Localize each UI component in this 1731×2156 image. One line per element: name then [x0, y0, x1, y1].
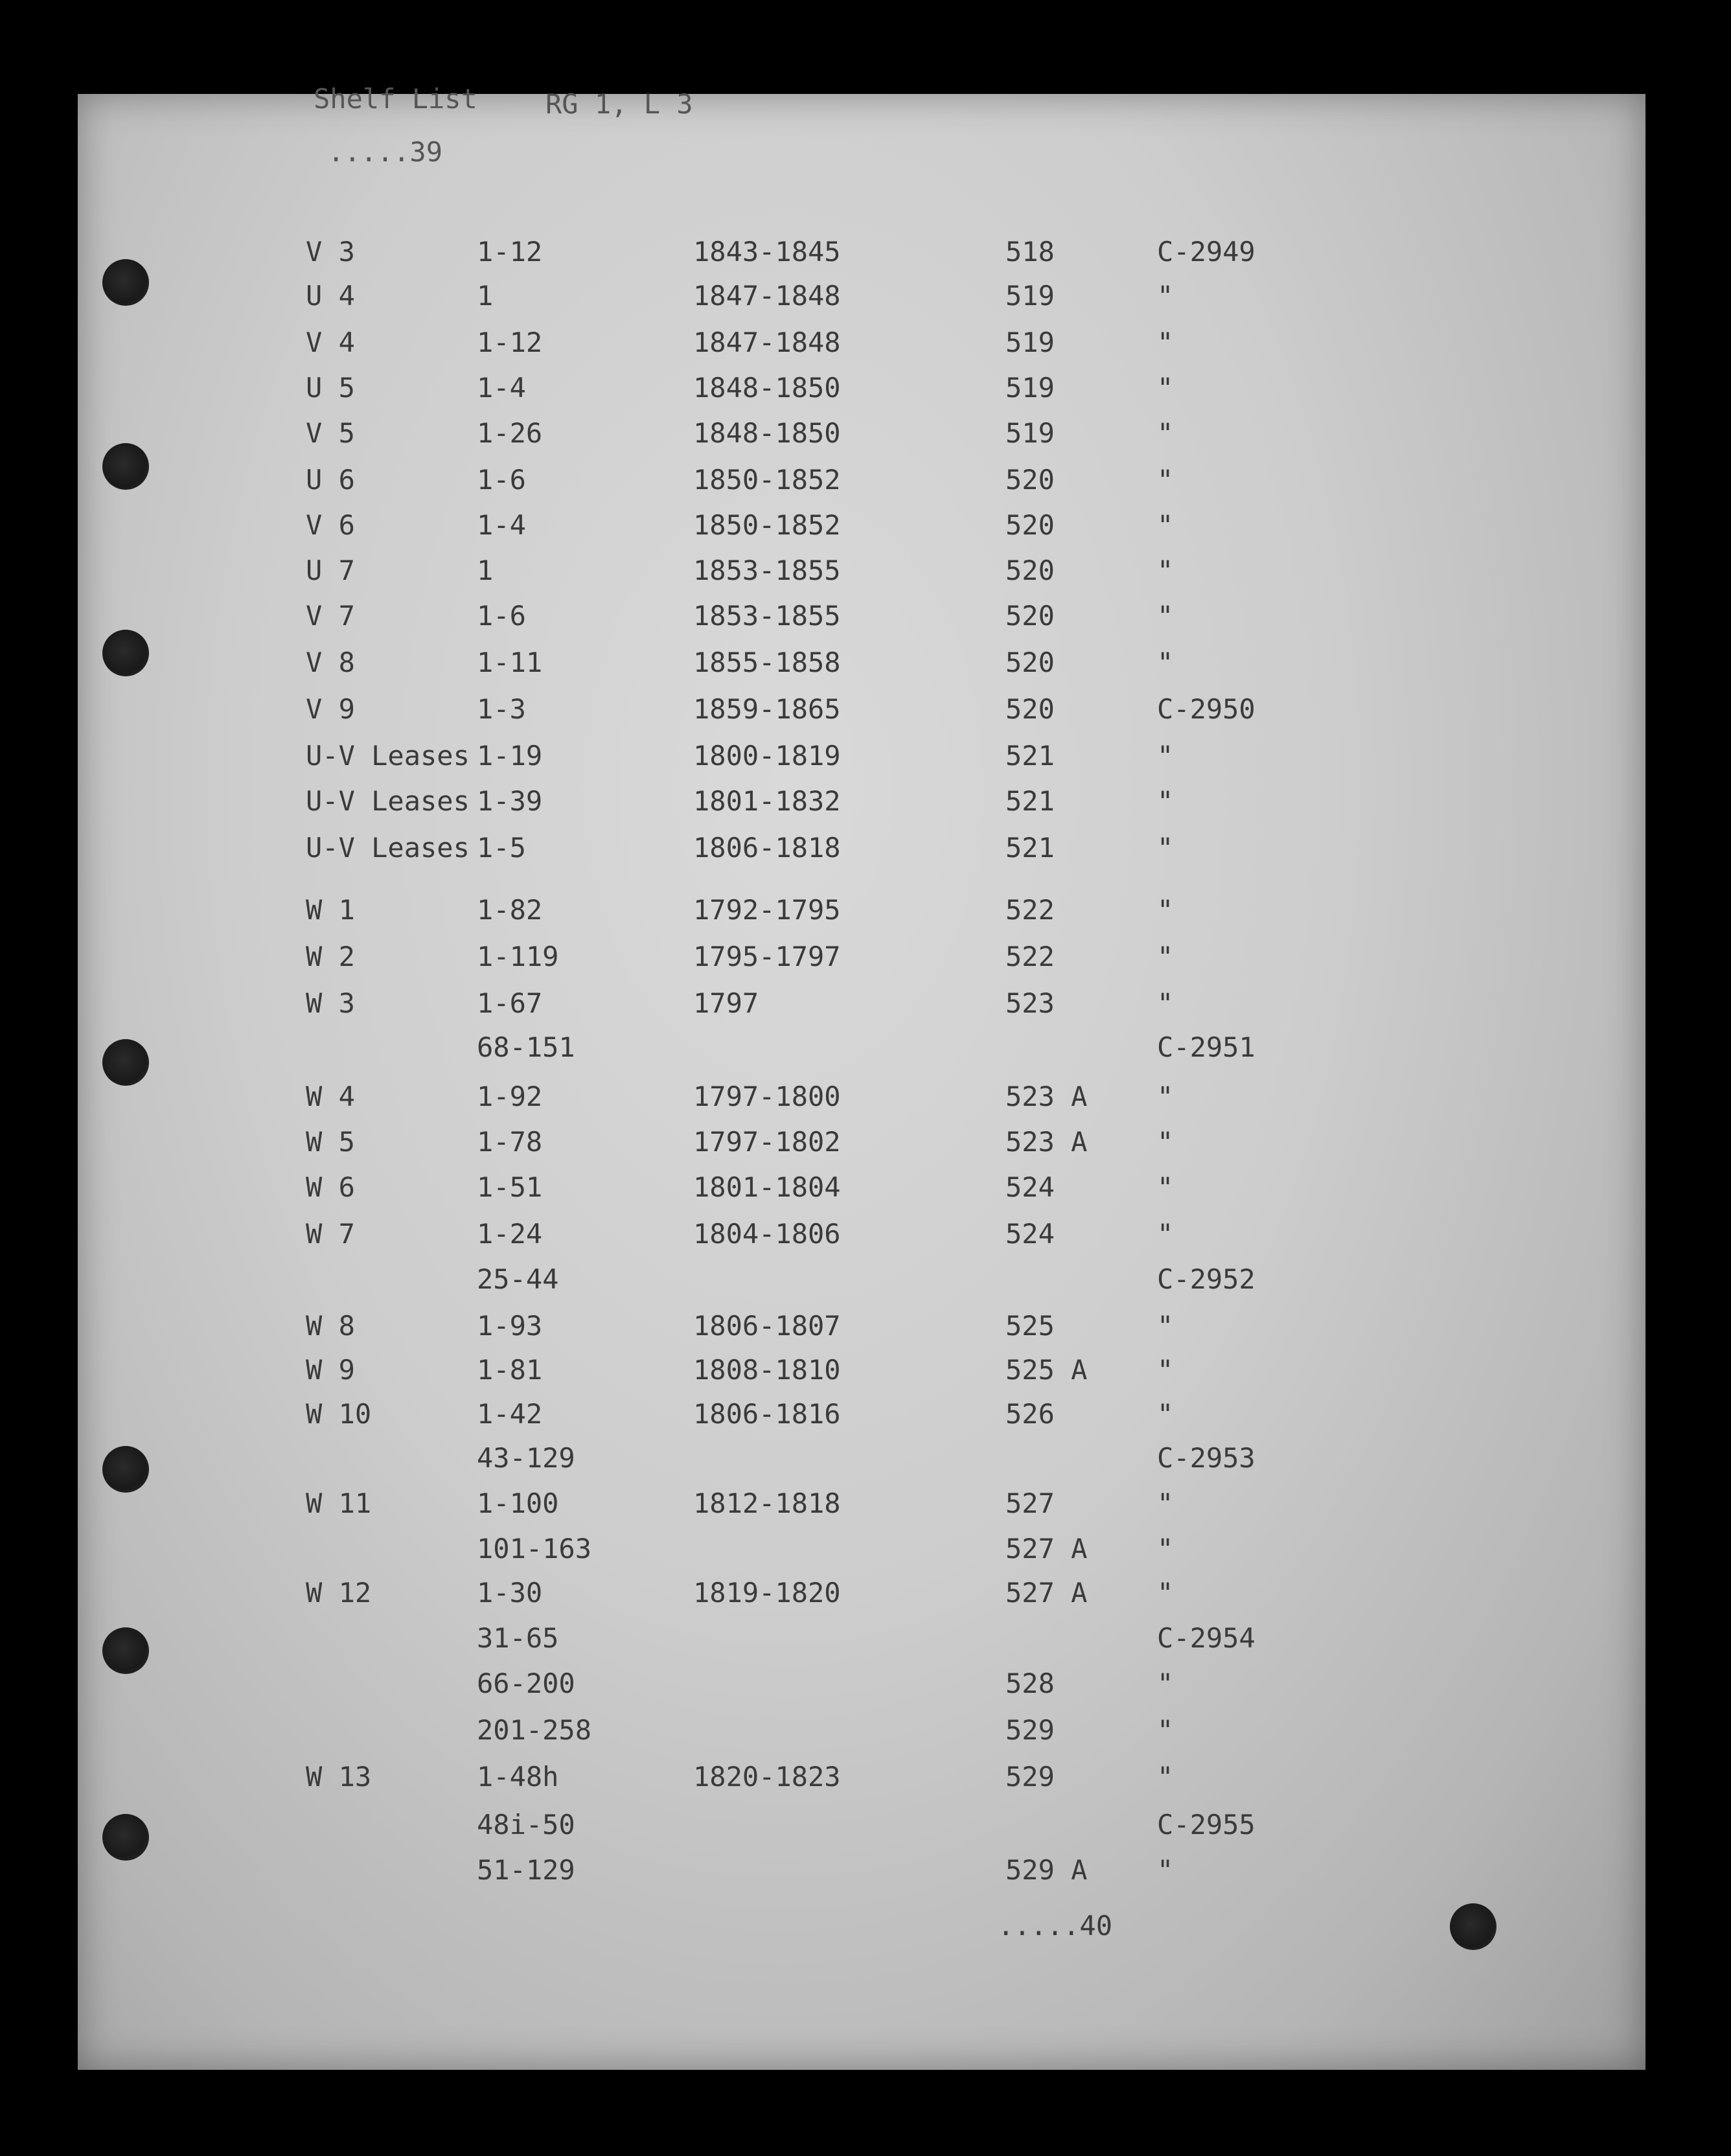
row-reel: ": [1157, 785, 1174, 817]
row-reel: ": [1157, 555, 1174, 586]
row-reel: ": [1157, 1714, 1174, 1746]
row-dates: 1859-1865: [693, 693, 841, 725]
punch-hole: [102, 443, 149, 490]
row-items: 1-11: [477, 647, 543, 678]
row-box: 520: [1005, 509, 1055, 541]
row-items: 1-78: [477, 1126, 543, 1158]
row-series: U-V Leases: [306, 832, 470, 864]
row-items: 1-93: [477, 1310, 543, 1342]
row-series: W 11: [306, 1487, 372, 1519]
row-items: 101-163: [477, 1533, 592, 1565]
row-items: 43-129: [477, 1442, 575, 1474]
row-reel: ": [1157, 1310, 1174, 1342]
row-box: 523: [1005, 987, 1055, 1019]
punch-hole: [102, 630, 149, 676]
row-reel: C-2952: [1157, 1263, 1255, 1295]
row-items: 31-65: [477, 1622, 559, 1654]
punch-hole: [102, 1627, 149, 1674]
row-reel: ": [1157, 1761, 1174, 1793]
row-box: 521: [1005, 740, 1055, 772]
row-dates: 1819-1820: [693, 1577, 841, 1609]
row-dates: 1853-1855: [693, 555, 841, 586]
row-dates: 1797: [693, 987, 759, 1019]
row-box: 529 A: [1005, 1854, 1088, 1886]
row-box: 524: [1005, 1171, 1055, 1203]
row-series: W 6: [306, 1171, 355, 1203]
row-items: 1-24: [477, 1218, 543, 1250]
row-box: 529: [1005, 1714, 1055, 1746]
row-reel: C-2953: [1157, 1442, 1255, 1474]
row-dates: 1792-1795: [693, 894, 841, 926]
row-reel: C-2950: [1157, 693, 1255, 725]
row-dates: 1847-1848: [693, 327, 841, 358]
row-series: W 2: [306, 941, 355, 972]
row-items: 1-39: [477, 785, 543, 817]
row-dates: 1801-1832: [693, 785, 841, 817]
row-reel: ": [1157, 1126, 1174, 1158]
row-items: 1-5: [477, 832, 526, 864]
row-box: 524: [1005, 1218, 1055, 1250]
row-items: 1: [477, 555, 494, 586]
row-items: 1-42: [477, 1398, 543, 1430]
row-items: 48i-50: [477, 1809, 575, 1841]
row-items: 1-6: [477, 464, 526, 496]
row-reel: ": [1157, 372, 1174, 404]
row-reel: ": [1157, 1171, 1174, 1203]
row-reel: ": [1157, 509, 1174, 541]
header-continuation: .....39: [328, 136, 443, 168]
row-series: U 5: [306, 372, 355, 404]
row-series: V 6: [306, 509, 355, 541]
row-items: 201-258: [477, 1714, 592, 1746]
row-items: 1-4: [477, 509, 526, 541]
row-reel: ": [1157, 327, 1174, 358]
row-items: 66-200: [477, 1668, 575, 1699]
row-box: 520: [1005, 693, 1055, 725]
row-box: 526: [1005, 1398, 1055, 1430]
row-dates: 1850-1852: [693, 509, 841, 541]
row-series: W 1: [306, 894, 355, 926]
row-items: 1-6: [477, 600, 526, 632]
row-reel: ": [1157, 1218, 1174, 1250]
row-dates: 1806-1816: [693, 1398, 841, 1430]
punch-hole: [102, 1039, 149, 1086]
row-dates: 1800-1819: [693, 740, 841, 772]
row-items: 1-81: [477, 1354, 543, 1386]
row-box: 520: [1005, 647, 1055, 678]
row-dates: 1847-1848: [693, 280, 841, 312]
row-series: W 3: [306, 987, 355, 1019]
row-reel: ": [1157, 417, 1174, 449]
row-reel: ": [1157, 600, 1174, 632]
row-reel: ": [1157, 1487, 1174, 1519]
row-box: 529: [1005, 1761, 1055, 1793]
row-series: V 5: [306, 417, 355, 449]
row-box: 519: [1005, 327, 1055, 358]
row-reel: ": [1157, 1854, 1174, 1886]
row-series: U-V Leases: [306, 785, 470, 817]
row-reel: ": [1157, 464, 1174, 496]
row-dates: 1855-1858: [693, 647, 841, 678]
row-items: 1-92: [477, 1081, 543, 1112]
row-series: U 4: [306, 280, 355, 312]
row-box: 528: [1005, 1668, 1055, 1699]
row-box: 522: [1005, 941, 1055, 972]
row-box: 518: [1005, 236, 1055, 268]
row-box: 520: [1005, 555, 1055, 586]
row-box: 527 A: [1005, 1577, 1088, 1609]
row-reel: ": [1157, 740, 1174, 772]
row-series: U-V Leases: [306, 740, 470, 772]
row-items: 1-100: [477, 1487, 559, 1519]
row-reel: ": [1157, 280, 1174, 312]
row-items: 1-119: [477, 941, 559, 972]
row-dates: 1848-1850: [693, 417, 841, 449]
row-dates: 1853-1855: [693, 600, 841, 632]
punch-hole: [1450, 1903, 1496, 1950]
row-series: U 6: [306, 464, 355, 496]
row-series: V 3: [306, 236, 355, 268]
row-reel: ": [1157, 1577, 1174, 1609]
row-dates: 1812-1818: [693, 1487, 841, 1519]
row-box: 527: [1005, 1487, 1055, 1519]
row-reel: C-2954: [1157, 1622, 1255, 1654]
row-dates: 1797-1800: [693, 1081, 841, 1112]
row-dates: 1850-1852: [693, 464, 841, 496]
row-dates: 1820-1823: [693, 1761, 841, 1793]
row-dates: 1797-1802: [693, 1126, 841, 1158]
row-series: U 7: [306, 555, 355, 586]
row-reel: ": [1157, 1668, 1174, 1699]
row-reel: C-2949: [1157, 236, 1255, 268]
row-dates: 1806-1818: [693, 832, 841, 864]
row-series: V 9: [306, 693, 355, 725]
row-series: W 10: [306, 1398, 372, 1430]
row-series: V 8: [306, 647, 355, 678]
row-items: 68-151: [477, 1031, 575, 1063]
row-reel: ": [1157, 1398, 1174, 1430]
row-series: W 4: [306, 1081, 355, 1112]
row-series: W 9: [306, 1354, 355, 1386]
row-items: 1-67: [477, 987, 543, 1019]
row-series: W 13: [306, 1761, 372, 1793]
punch-hole: [102, 1446, 149, 1493]
row-series: W 12: [306, 1577, 372, 1609]
row-items: 51-129: [477, 1854, 575, 1886]
row-box: 523 A: [1005, 1126, 1088, 1158]
row-reel: ": [1157, 1081, 1174, 1112]
row-dates: 1795-1797: [693, 941, 841, 972]
row-reel: ": [1157, 647, 1174, 678]
row-box: 527 A: [1005, 1533, 1088, 1565]
row-dates: 1808-1810: [693, 1354, 841, 1386]
row-items: 25-44: [477, 1263, 559, 1295]
row-dates: 1806-1807: [693, 1310, 841, 1342]
row-items: 1-82: [477, 894, 543, 926]
row-reel: ": [1157, 832, 1174, 864]
punch-hole: [102, 1814, 149, 1861]
row-box: 525: [1005, 1310, 1055, 1342]
row-box: 519: [1005, 280, 1055, 312]
row-box: 523 A: [1005, 1081, 1088, 1112]
row-reel: ": [1157, 894, 1174, 926]
row-box: 521: [1005, 832, 1055, 864]
row-reel: C-2955: [1157, 1809, 1255, 1841]
row-box: 519: [1005, 417, 1055, 449]
row-series: W 7: [306, 1218, 355, 1250]
row-items: 1-51: [477, 1171, 543, 1203]
header-reference: RG 1, L 3: [545, 88, 693, 120]
row-box: 520: [1005, 464, 1055, 496]
row-dates: 1804-1806: [693, 1218, 841, 1250]
row-box: 525 A: [1005, 1354, 1088, 1386]
row-series: V 7: [306, 600, 355, 632]
row-items: 1-3: [477, 693, 526, 725]
row-items: 1-48h: [477, 1761, 559, 1793]
row-items: 1-12: [477, 327, 543, 358]
header-title: Shelf List: [314, 83, 477, 115]
row-reel: ": [1157, 941, 1174, 972]
row-reel: ": [1157, 1354, 1174, 1386]
row-dates: 1843-1845: [693, 236, 841, 268]
row-reel: ": [1157, 987, 1174, 1019]
row-box: 520: [1005, 600, 1055, 632]
row-series: W 5: [306, 1126, 355, 1158]
row-items: 1-19: [477, 740, 543, 772]
row-series: V 4: [306, 327, 355, 358]
punch-hole: [102, 259, 149, 306]
row-reel: ": [1157, 1533, 1174, 1565]
row-box: 521: [1005, 785, 1055, 817]
row-reel: C-2951: [1157, 1031, 1255, 1063]
row-dates: 1801-1804: [693, 1171, 841, 1203]
footer-continuation: .....40: [998, 1910, 1113, 1942]
row-box: 522: [1005, 894, 1055, 926]
row-dates: 1848-1850: [693, 372, 841, 404]
row-items: 1-4: [477, 372, 526, 404]
row-box: 519: [1005, 372, 1055, 404]
row-series: W 8: [306, 1310, 355, 1342]
row-items: 1-30: [477, 1577, 543, 1609]
row-items: 1-26: [477, 417, 543, 449]
row-items: 1: [477, 280, 494, 312]
row-items: 1-12: [477, 236, 543, 268]
